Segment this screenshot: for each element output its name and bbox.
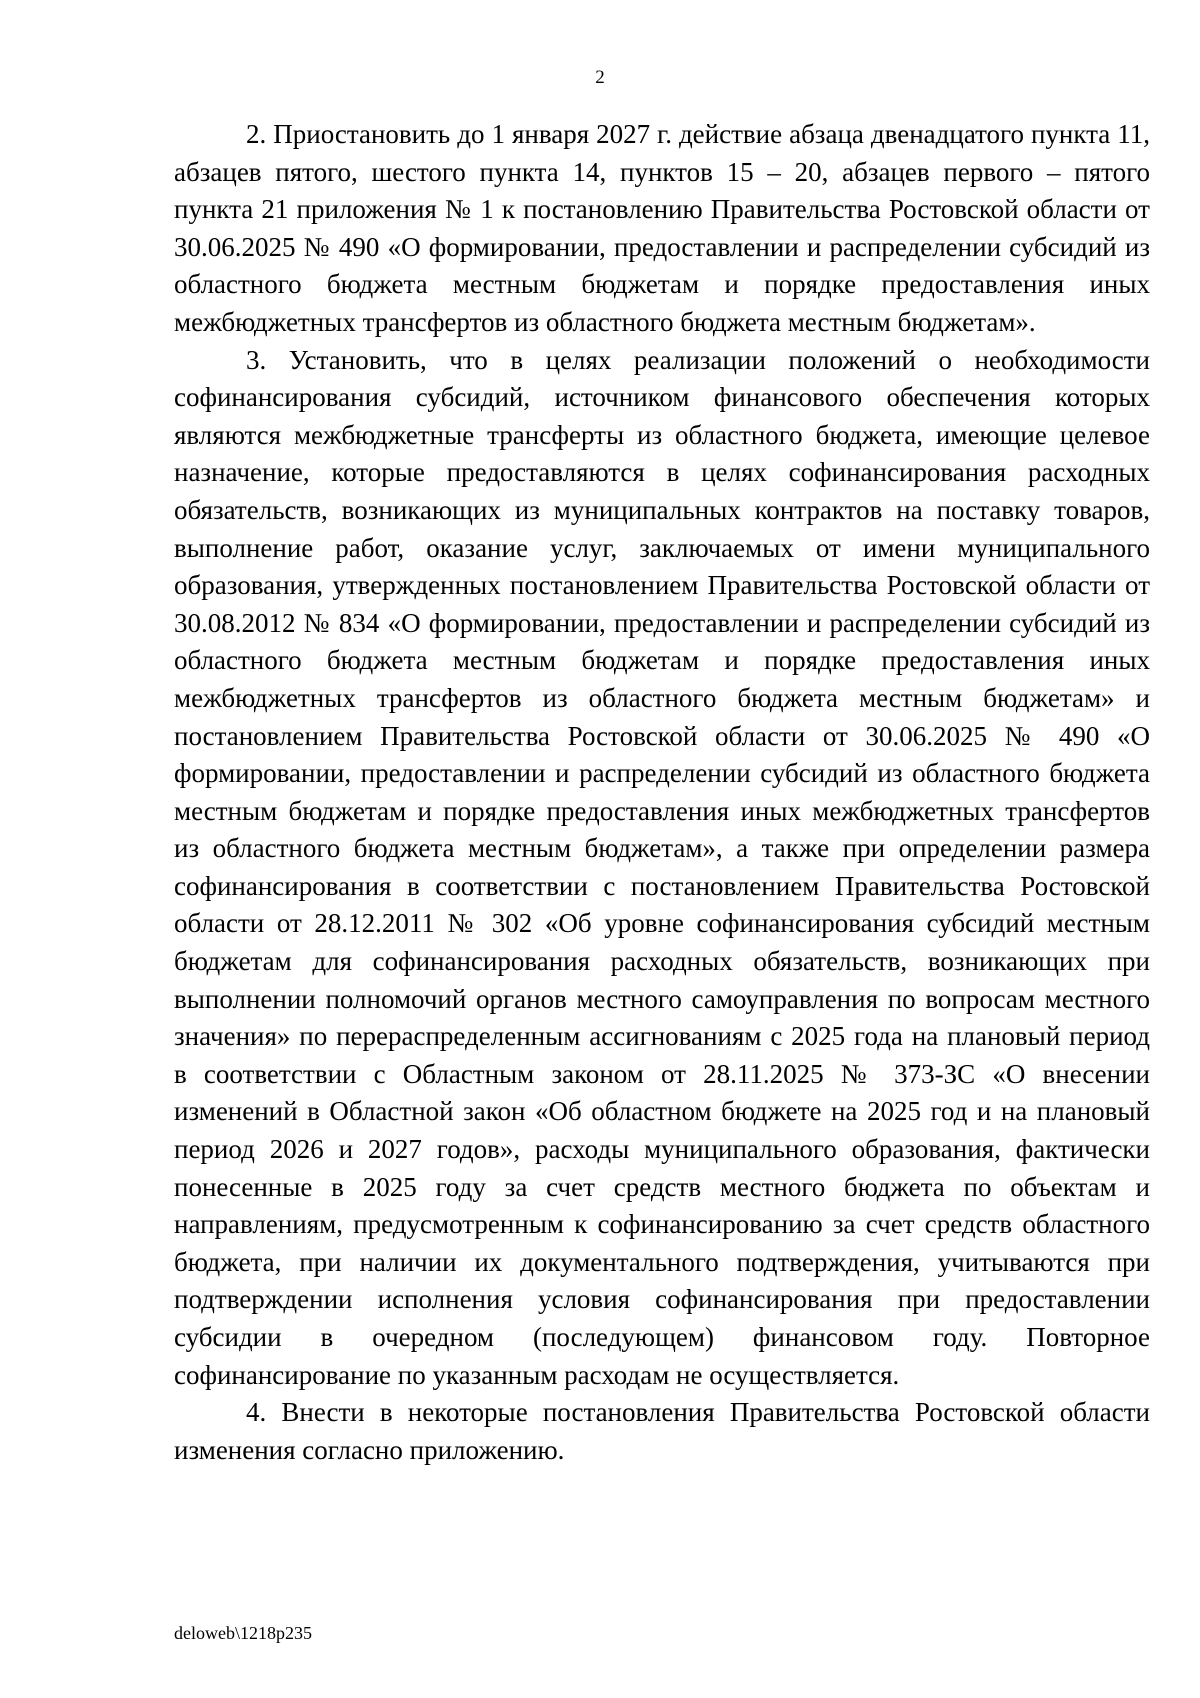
document-footer-code: deloweb\1218p235 — [174, 1623, 312, 1643]
document-body — [174, 116, 1150, 1469]
paragraph-item-2: 2. Приостановить до 1 января 2027 г. действие абзаца двенадцатого пункта 11, абзацев пятого, шестого пункта 14, пунктов 15 – 20, абзацев первого – пятого пункта 21 приложения № 1 к постановлению Правительства Ростовской области от 30.06.2025 № 490 «О формировании, предоставлении и распределении субсидий из областного бюджета местным бюджетам и порядке предоставления иных межбюджетных трансфертов из областного бюджета местным бюджетам». — [174, 119, 1150, 337]
paragraph-item-4: 4. Внести в некоторые постановления Правительства Ростовской области изменения согласно приложению. — [174, 1397, 1150, 1465]
page-number: 2 — [595, 67, 605, 88]
paragraph-item-3: 3. Установить, что в целях реализации положений о необходимости софинансирования субсидий, источником финансового обеспечения которых являются межбюджетные трансферты из областного бюджета, имеющие целевое назначение, которые предоставляются в целях софинансирования расходных обязательств, возникающих из муниципальных контрактов на поставку товаров, выполнение работ, оказание услуг, заключаемых от имени муниципального образования, утвержденных постановлением Правительства Ростовской области от 30.08.2012 № 834 «О формировании, предоставлении и распределении субсидий из областного бюджета местным бюджетам и порядке предоставления иных межбюджетных трансфертов из областного бюджета местным бюджетам» и постановлением Правительства Ростовской области от 30.06.2025 № 490 «О формировании, предоставлении и распределении субсидий из областного бюджета местным бюджетам и порядке предоставления иных межбюджетных трансфертов из областного бюджета местным бюджетам», а также при определении размера софинансирования в соответствии с постановлением Правительства Ростовской области от 28.12.2011 № 302 «Об уровне софинансирования субсидий местным бюджетам для софинансирования расходных обязательств, возникающих при выполнении полномочий органов местного самоуправления по вопросам местного значения» по перераспределенным ассигнованиям с 2025 года на плановый период в соответствии с Областным законом от 28.11.2025 № 373-ЗС «О внесении изменений в Областной закон «Об областном бюджете на 2025 год и на плановый период 2026 и 2027 годов», расходы муниципального образования, фактически понесенные в 2025 году за счет средств местного бюджета по объектам и направлениям, предусмотренным к софинансированию за счет средств областного бюджета, при наличии их документального подтверждения, учитываются при подтверждении исполнения условия софинансирования при предоставлении субсидии в очередном (последующем) финансовом году. Повторное софинансирование по указанным расходам не осуществляется. — [174, 344, 1150, 1390]
